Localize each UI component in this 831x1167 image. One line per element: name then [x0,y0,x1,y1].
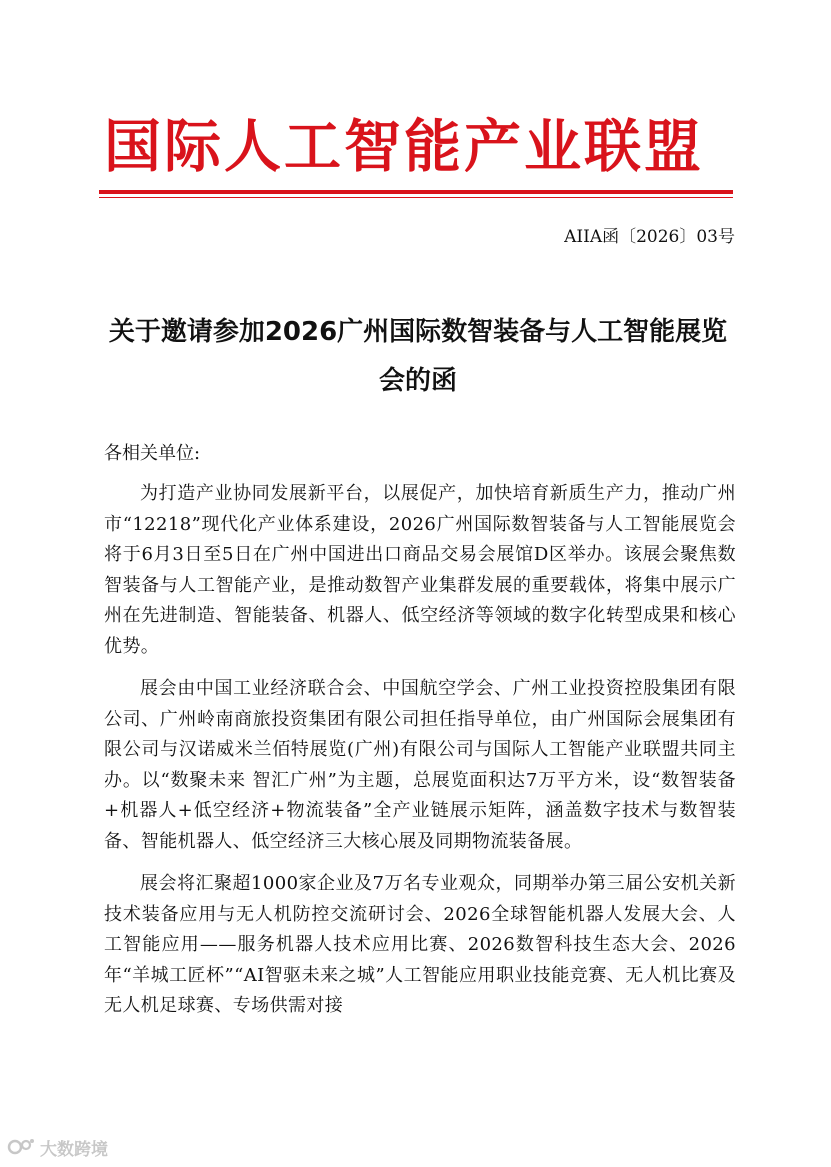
body-paragraph: 展会由中国工业经济联合会、中国航空学会、广州工业投资控股集团有限公司、广州岭南商旅投资集团有限公司担任指导单位，由广州国际会展集团有限公司与汉诺威米兰佰特展览(广州)有限公司与国际人工智能产业联盟共同主办。以“数聚未来 智汇广州”为主题，总展览面积达7万平方米，设“数智装备+机器人+低空经济+物流装备”全产业链展示矩阵，涵盖数字技术与数智装备、智能机器人、低空经济三大核心展及同期物流装备展。 [104,678,736,852]
document-title: 关于邀请参加2026广州国际数智装备与人工智能展览会的函 [108,317,728,396]
document-number: AIIA函〔2026〕03号 [564,227,735,247]
body-paragraph: 为打造产业协同发展新平台，以展促产，加快培育新质生产力，推动广州市“12218”现代化产业体系建设，2026广州国际数智装备与人工智能展览会将于6月3日至5日在广州中国进出口商品交易会展馆D区举办。该展会聚焦数智装备与人工智能产业，是推动数智产业集群发展的重要载体，将集中展示广州在先进制造、智能装备、机器人、低空经济等领域的数字化转型成果和核心优势。 [104,483,736,657]
watermark [6,1133,108,1161]
watermark-text: 大数跨境 [40,1139,108,1160]
body-paragraph: 展会将汇聚超1000家企业及7万名专业观众，同期举办第三届公安机关新技术装备应用与无人机防控交流研讨会、2026全球智能机器人发展大会、人工智能应用——服务机器人技术应用比赛、2026数智科技生态大会、2026年“羊城工匠杯”“AI智驱未来之城”人工智能应用职业技能竞赛、无人机比赛及无人机足球赛、专场供需对接 [104,873,736,1016]
salutation: 各相关单位: [104,443,201,464]
logo-icon [6,1135,36,1159]
letterhead-rule-thick [99,190,733,194]
letter-body [104,479,736,1034]
letterhead-rule-thin [99,197,733,198]
letterhead-org-name: 国际人工智能产业联盟 [104,114,704,180]
